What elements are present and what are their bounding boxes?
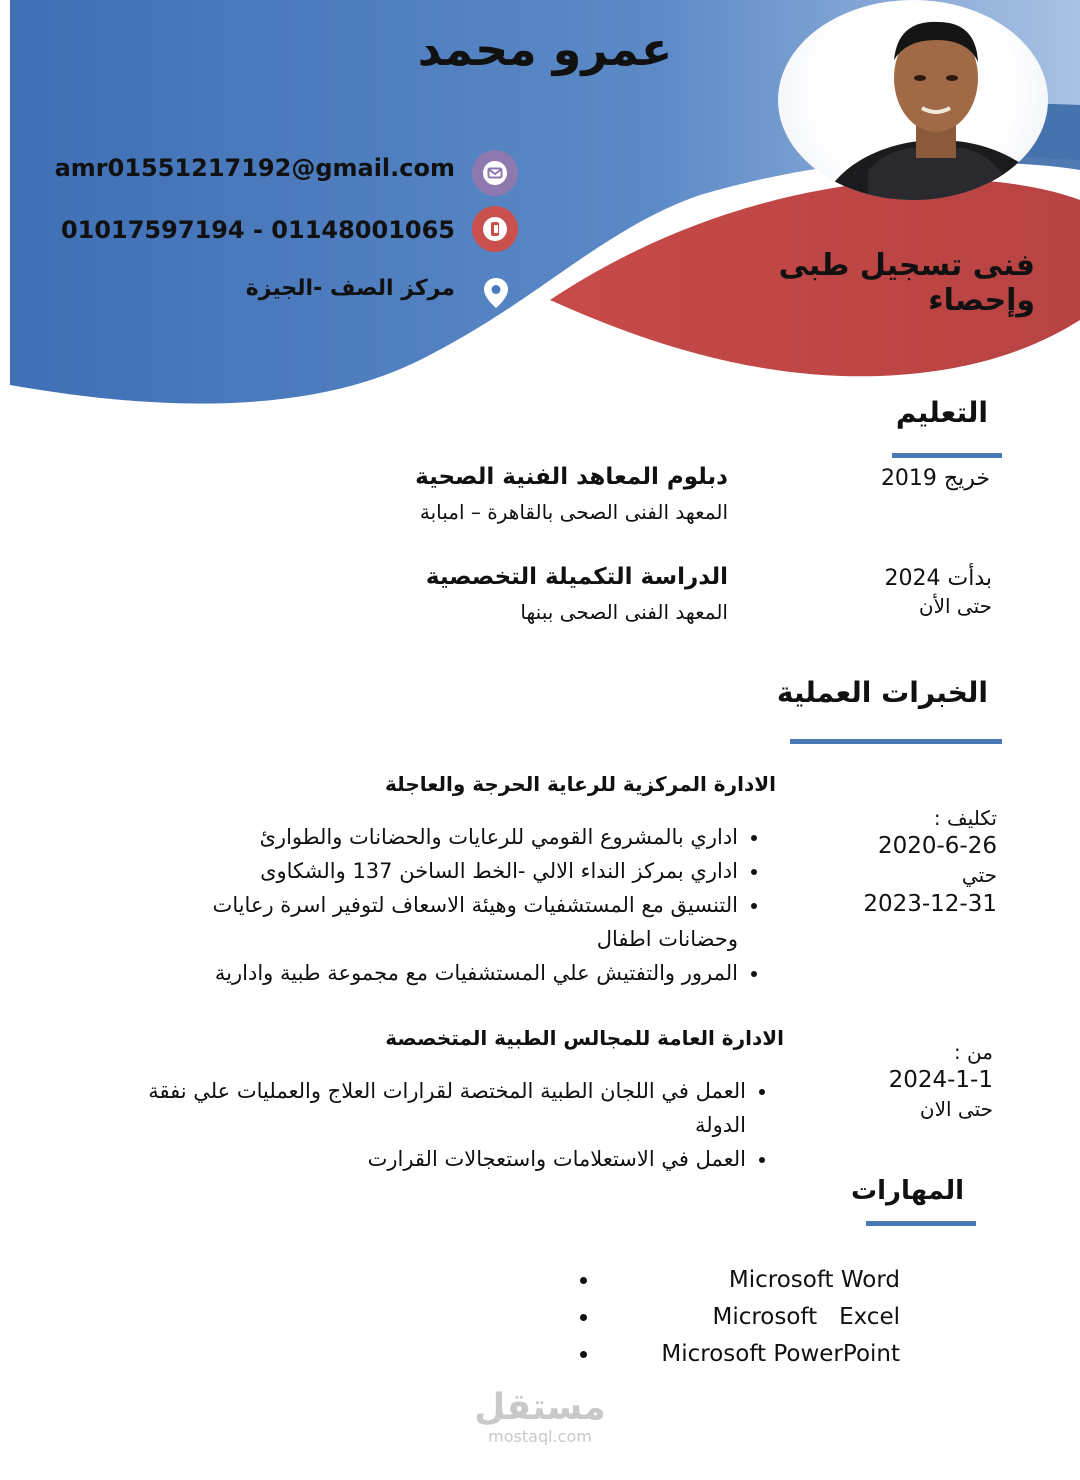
date-value: 2020-6-26 bbox=[877, 833, 997, 859]
list-item: • التنسيق مع المستشفيات وهيئة الاسعاف لتوفير اسرة رعايات وحضانات اطفال bbox=[190, 888, 738, 956]
education-date: بدأت 2024 bbox=[884, 566, 992, 591]
education-date-end: حتى الأن bbox=[918, 594, 992, 618]
list-item: • اداري بالمشروع القومي للرعايات والحضانات والطوارئ bbox=[190, 820, 738, 854]
skill-item: • Microsoft Excel bbox=[600, 1299, 900, 1336]
candidate-name: عمرو محمد bbox=[417, 22, 673, 76]
date-value: 2023-12-31 bbox=[863, 891, 997, 917]
skills-underline bbox=[866, 1221, 976, 1226]
phone-text: 01017597194 - 01148001065 bbox=[60, 216, 455, 244]
watermark-arabic: مستقل bbox=[474, 1387, 606, 1428]
watermark-latin: mostaql.com bbox=[488, 1427, 592, 1446]
education-date: خريج 2019 bbox=[880, 466, 990, 491]
list-item: • العمل في الاستعلامات واستعجالات القرارت bbox=[130, 1142, 746, 1176]
education-underline bbox=[892, 453, 1002, 458]
date-label: من : bbox=[953, 1040, 993, 1064]
experience-org-title: الادارة العامة للمجالس الطبية المتخصصة bbox=[385, 1026, 784, 1050]
date-label: تكليف : bbox=[933, 806, 997, 830]
job-title: فنى تسجيل طبى وإحصاء bbox=[778, 248, 1035, 318]
location-text: مركز الصف -الجيزة bbox=[245, 276, 455, 301]
education-heading: التعليم bbox=[895, 396, 988, 429]
date-value: 2024-1-1 bbox=[888, 1067, 993, 1093]
education-title: دبلوم المعاهد الفنية الصحية bbox=[415, 464, 728, 490]
list-item: • العمل في اللجان الطبية المختصة لقرارات العلاج والعمليات علي نفقة الدولة bbox=[130, 1074, 746, 1142]
skill-item: • Microsoft PowerPoint bbox=[600, 1336, 900, 1373]
mail-icon bbox=[472, 150, 518, 196]
watermark bbox=[470, 1388, 610, 1446]
date-label: حتى الان bbox=[919, 1097, 993, 1121]
phone-icon bbox=[472, 206, 518, 252]
experience-date-block bbox=[850, 1040, 993, 1122]
experience-bullets bbox=[130, 1074, 772, 1176]
email-text: amr01551217192@gmail.com bbox=[54, 154, 455, 182]
profile-photo bbox=[778, 0, 1048, 200]
location-pin-icon bbox=[482, 276, 510, 310]
skills-list bbox=[600, 1262, 930, 1373]
list-item: • المرور والتفتيش علي المستشفيات مع مجموعة طبية وادارية bbox=[190, 956, 738, 990]
date-label: حتي bbox=[961, 863, 997, 887]
person-avatar-icon bbox=[778, 0, 1048, 200]
experience-underline bbox=[790, 739, 1002, 744]
education-institution: المعهد الفنى الصحى ببنها bbox=[520, 600, 728, 624]
education-institution: المعهد الفنى الصحى بالقاهرة – امبابة bbox=[419, 500, 728, 524]
skill-item: • Microsoft Word bbox=[600, 1262, 900, 1299]
experience-heading: الخبرات العملية bbox=[776, 676, 988, 709]
experience-bullets bbox=[190, 820, 764, 990]
experience-date-block bbox=[850, 806, 997, 920]
list-item: • اداري بمركز النداء الالي -الخط الساخن 137 والشكاوى bbox=[190, 854, 738, 888]
experience-org-title: الادارة المركزية للرعاية الحرجة والعاجلة bbox=[385, 772, 776, 796]
education-title: الدراسة التكميلة التخصصية bbox=[425, 564, 728, 590]
skills-heading: المهارات bbox=[850, 1176, 964, 1206]
